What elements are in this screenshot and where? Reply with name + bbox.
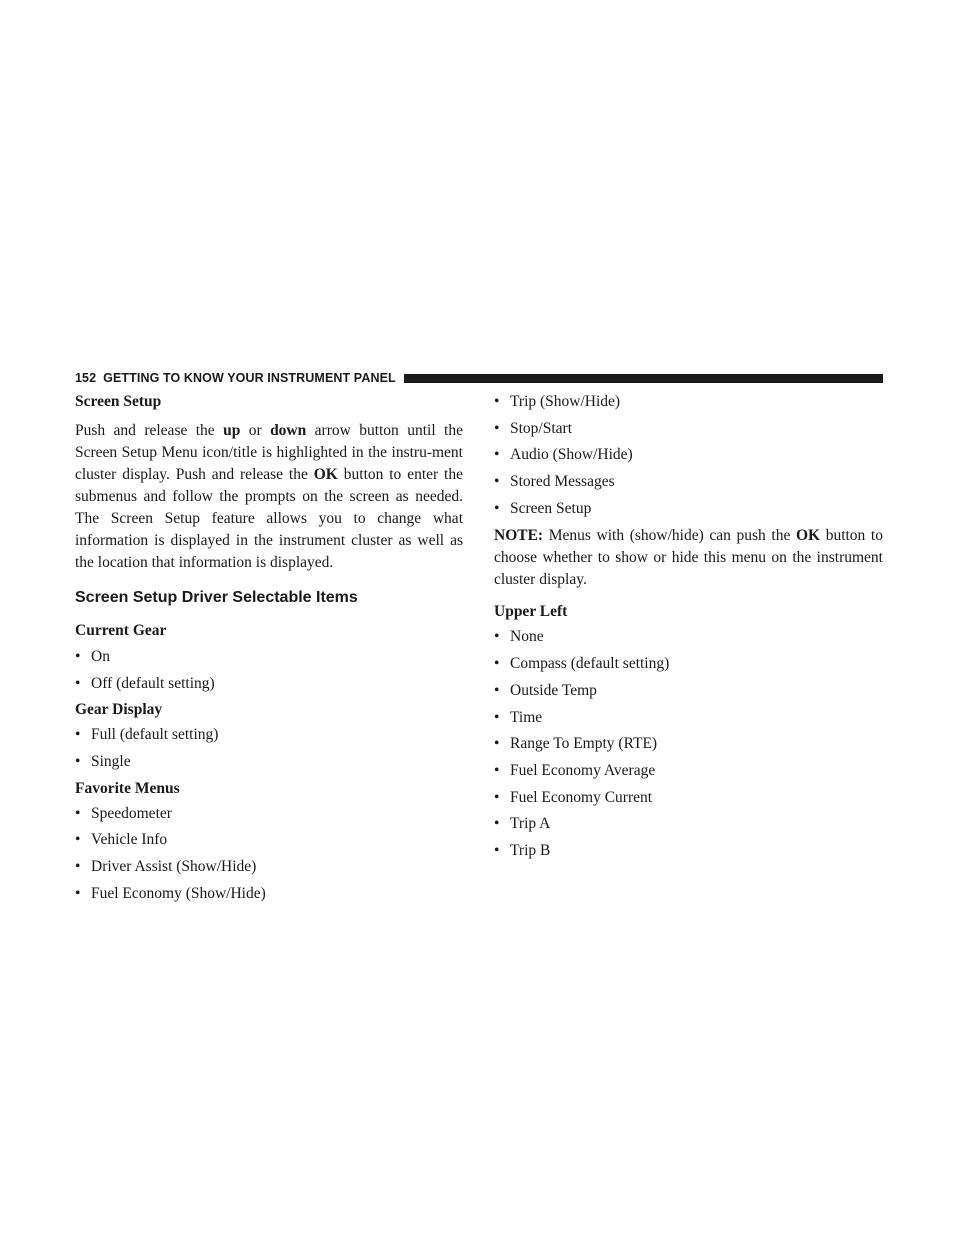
list-item-label: Outside Temp	[510, 681, 597, 699]
list-item	[75, 857, 463, 876]
list-item	[494, 761, 883, 780]
list-item-label: Fuel Economy (Show/Hide)	[91, 884, 266, 902]
para-text: button to enter the submenus and follow the prompts on the screen as needed. The Screen Setup feature allows you to change what information is displayed in the instrument cluster as well as the location that information is displayed.	[75, 466, 463, 571]
list-item	[494, 681, 883, 700]
bullet-icon: •	[494, 788, 500, 806]
screen-setup-heading: Screen Setup	[75, 393, 162, 410]
bullet-icon: •	[75, 858, 81, 876]
ok-keyword: OK	[313, 466, 338, 483]
list-item	[494, 499, 883, 518]
list-item	[494, 814, 883, 833]
down-keyword: down	[270, 422, 307, 439]
chapter-title: GETTING TO KNOW YOUR INSTRUMENT PANEL	[103, 371, 396, 385]
list-item-label: Speedometer	[91, 804, 172, 822]
note-text: button to choose whether to show or hide this menu on the instrument cluster display.	[494, 527, 883, 589]
list-item	[494, 654, 883, 673]
list-item	[494, 445, 883, 464]
list-item-label: Trip B	[510, 841, 551, 859]
list-item	[494, 708, 883, 727]
list-item-label: Full (default setting)	[91, 726, 219, 744]
favorite-menus-list-right	[494, 392, 883, 518]
list-item	[494, 841, 883, 860]
list-item	[75, 884, 463, 903]
right-column	[494, 392, 883, 868]
list-item-label: Screen Setup	[510, 499, 592, 517]
list-item-label: Off (default setting)	[91, 674, 215, 692]
bullet-icon: •	[494, 735, 500, 753]
list-item	[494, 419, 883, 438]
header-rule	[404, 374, 883, 383]
list-item-label: Driver Assist (Show/Hide)	[91, 858, 257, 876]
favorite-menus-list-left	[75, 804, 463, 903]
list-item	[75, 804, 463, 823]
list-item-label: Single	[91, 753, 131, 771]
page-number: 152	[75, 371, 97, 385]
left-column	[75, 392, 463, 911]
favorite-menus-heading: Favorite Menus	[75, 779, 180, 797]
bullet-icon: •	[494, 499, 500, 517]
up-keyword: up	[223, 422, 241, 439]
bullet-icon: •	[75, 831, 81, 849]
bullet-icon: •	[494, 473, 500, 491]
bullet-icon: •	[75, 648, 81, 665]
list-item-label: Vehicle Info	[91, 831, 168, 849]
list-item	[75, 647, 463, 666]
list-item	[75, 830, 463, 849]
bullet-icon: •	[494, 628, 500, 646]
list-item	[494, 627, 883, 646]
bullet-icon: •	[75, 753, 81, 771]
gear-display-heading: Gear Display	[75, 701, 163, 719]
list-item-label: Stop/Start	[510, 419, 573, 437]
list-item-label: Time	[510, 708, 543, 726]
list-item	[494, 392, 883, 411]
current-gear-heading: Current Gear	[75, 622, 167, 639]
list-item-label: Trip (Show/Hide)	[510, 393, 621, 410]
ok-keyword: OK	[795, 527, 821, 545]
bullet-icon: •	[494, 393, 500, 410]
list-item	[75, 752, 463, 771]
bullet-icon: •	[75, 726, 81, 744]
bullet-icon: •	[75, 674, 81, 692]
list-item-label: Fuel Economy Current	[510, 788, 653, 806]
bullet-icon: •	[494, 708, 500, 726]
list-item-label: Compass (default setting)	[510, 655, 670, 673]
list-item-label: Range To Empty (RTE)	[510, 735, 658, 753]
upper-left-list	[494, 627, 883, 860]
bullet-icon: •	[75, 804, 81, 822]
list-item	[494, 788, 883, 807]
para-text: or	[240, 422, 271, 439]
list-item-label: Fuel Economy Average	[510, 761, 656, 779]
note-label: NOTE:	[494, 527, 544, 545]
list-item-label: None	[510, 628, 544, 646]
bullet-icon: •	[494, 841, 500, 859]
gear-display-list	[75, 725, 463, 771]
page-header	[75, 370, 883, 386]
bullet-icon: •	[494, 655, 500, 673]
list-item-label: Trip A	[510, 815, 551, 833]
note-paragraph	[494, 525, 883, 591]
current-gear-list	[75, 647, 463, 693]
bullet-icon: •	[494, 815, 500, 833]
driver-items-heading: Screen Setup Driver Selectable Items	[75, 589, 358, 606]
list-item	[494, 472, 883, 491]
bullet-icon: •	[494, 681, 500, 699]
bullet-icon: •	[494, 761, 500, 779]
para-text: arrow button until the Screen Setup Menu icon/title is highlighted in the instru-ment cluster display. Push and release the	[75, 422, 463, 483]
para-text: Push and release the	[75, 422, 224, 439]
screen-setup-paragraph	[75, 420, 463, 574]
list-item	[75, 725, 463, 744]
bullet-icon: •	[494, 446, 500, 464]
list-item-label: Audio (Show/Hide)	[510, 446, 633, 464]
list-item-label: On	[91, 648, 110, 665]
upper-left-heading: Upper Left	[494, 603, 568, 621]
list-item	[75, 674, 463, 693]
bullet-icon: •	[75, 884, 81, 902]
note-text: Menus with (show/hide) can push the	[543, 527, 796, 545]
bullet-icon: •	[494, 419, 500, 437]
list-item	[494, 734, 883, 753]
list-item-label: Stored Messages	[510, 473, 615, 491]
